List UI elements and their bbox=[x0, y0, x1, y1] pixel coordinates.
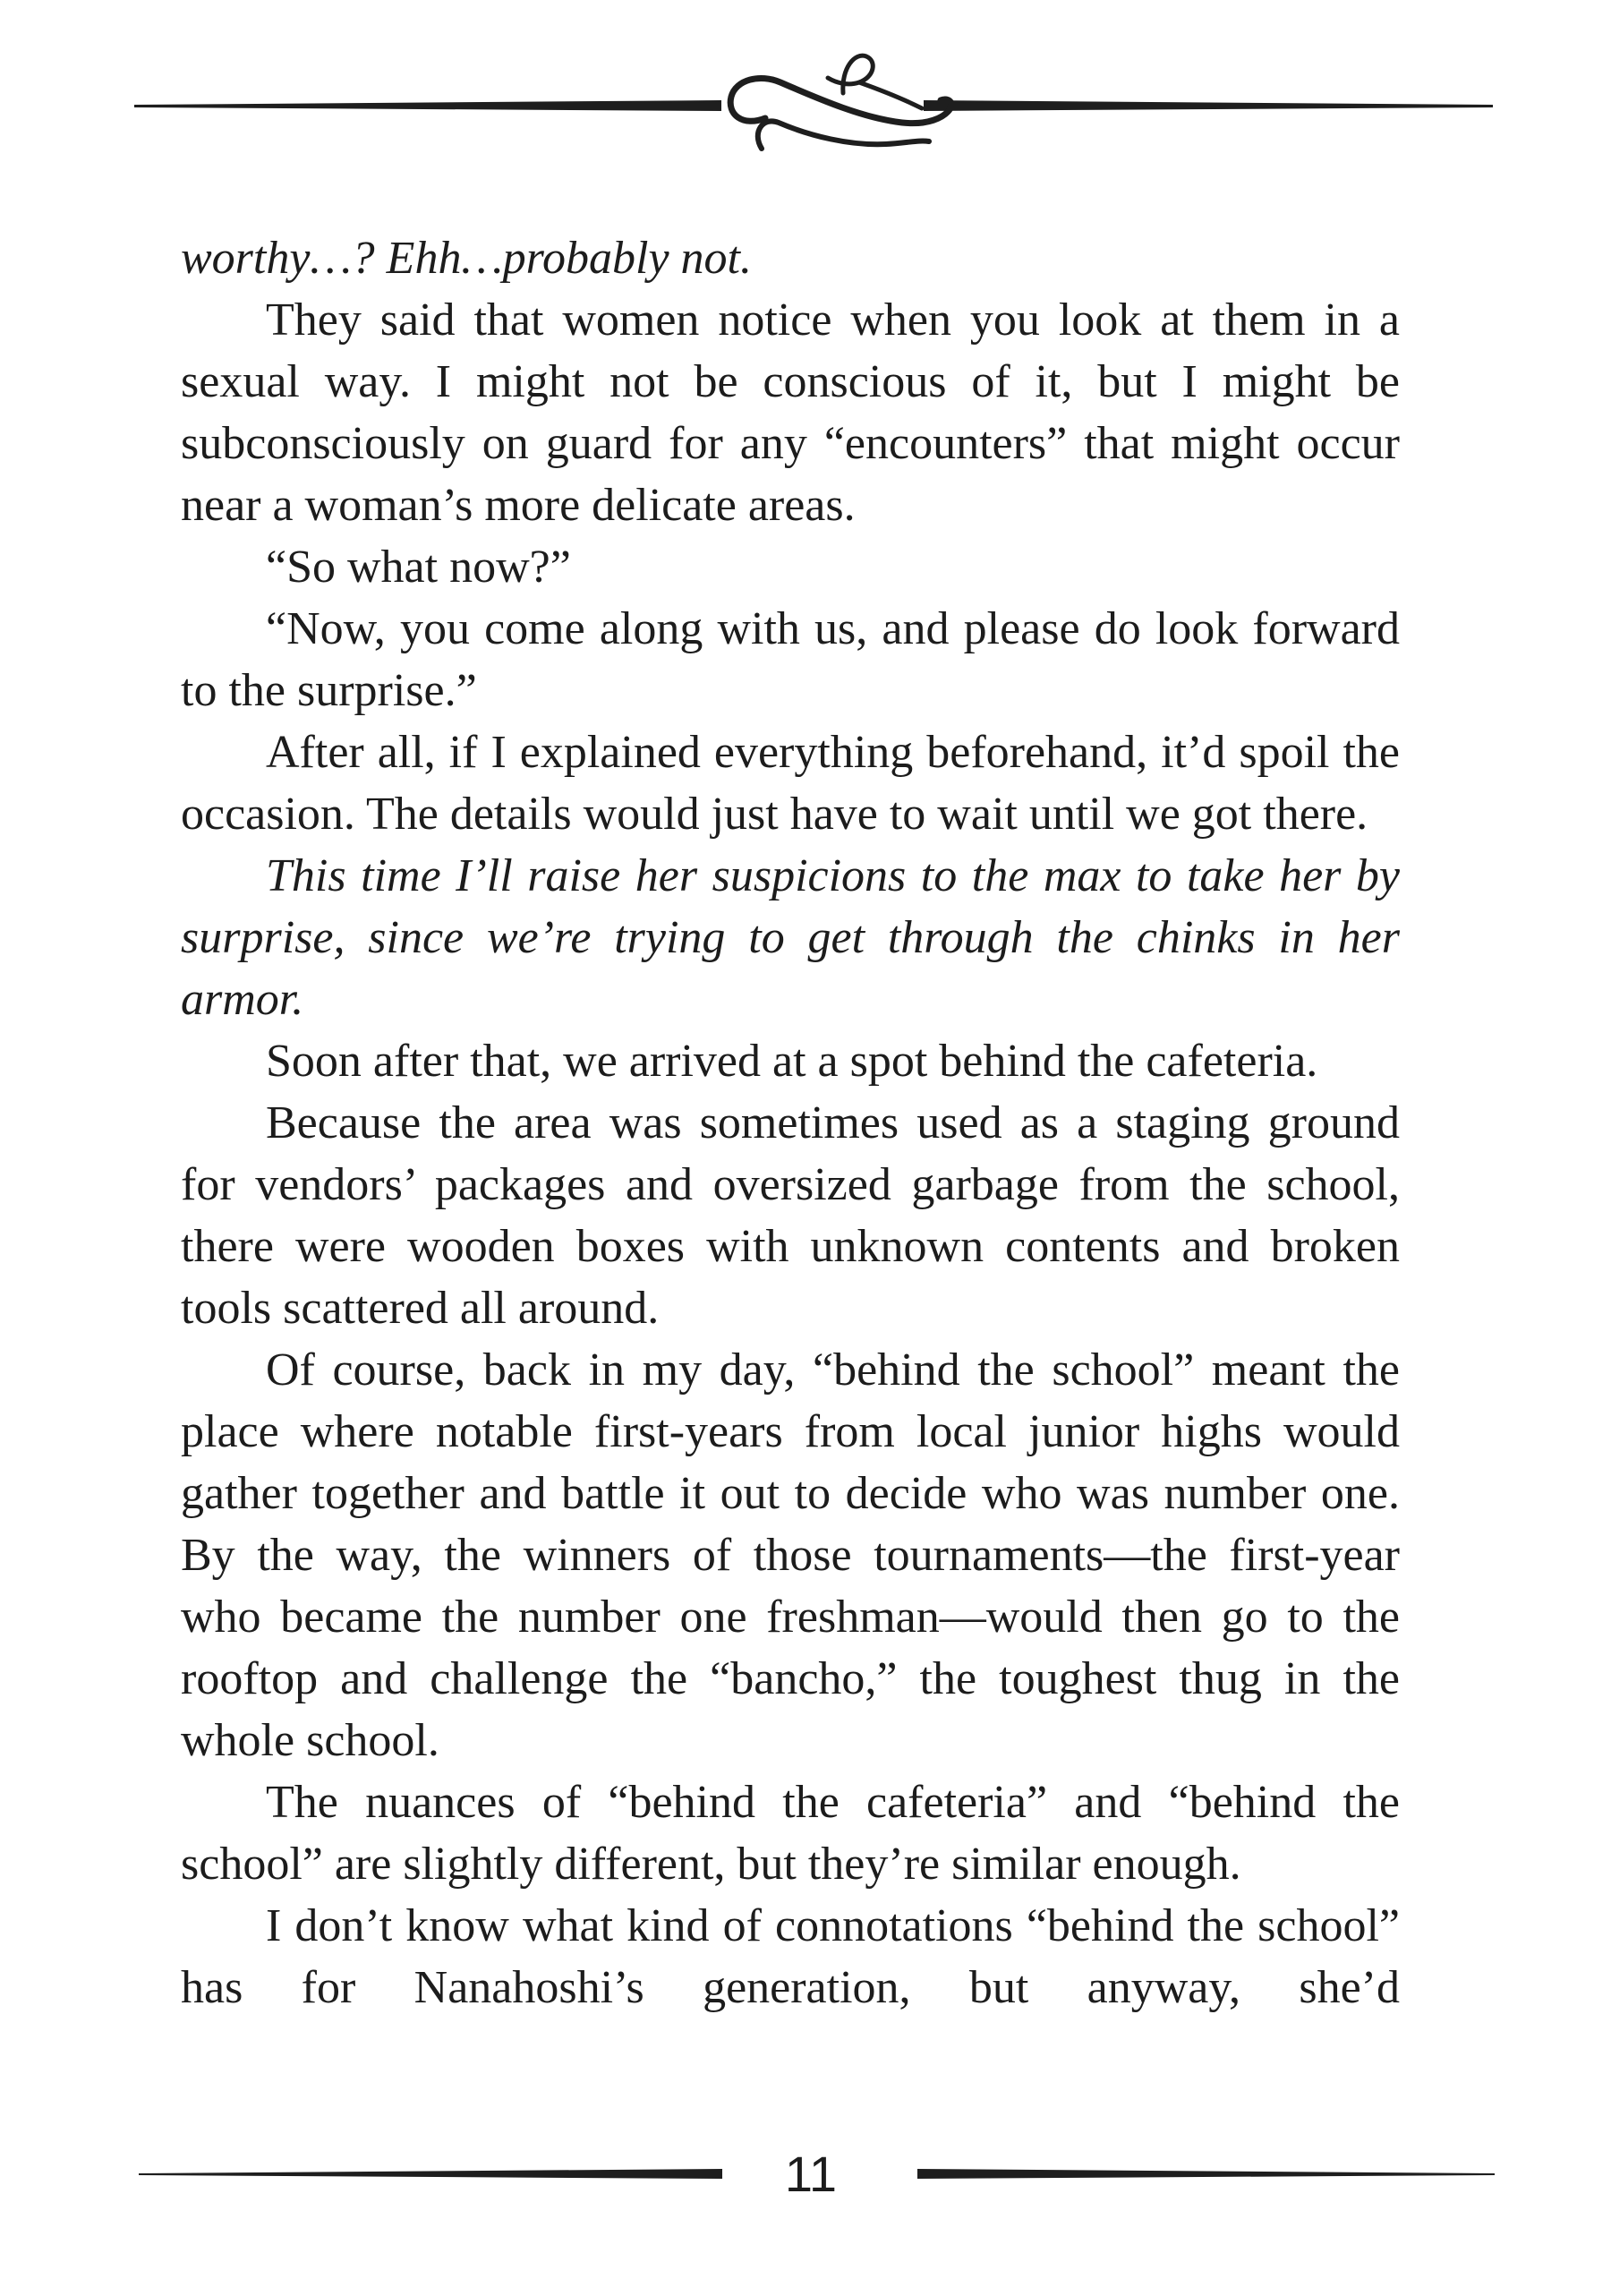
paragraph: Of course, back in my day, “behind the school” meant the place where notable first-years from local junior highs would gather together and battle it out to decide who was number one. By the way, the winners of those tournaments—the first-year who became the number one freshman—would then go to the rooftop and challenge the “bancho,” the toughest thug in the whole school. bbox=[181, 1344, 1400, 1766]
paragraph: This time I’ll raise her suspicions to the max to take her by surprise, since we’re trying to get through the chinks in her armor. bbox=[181, 850, 1400, 1025]
calligraphic-swash-icon bbox=[730, 55, 951, 149]
tapered-rule-right bbox=[924, 100, 1493, 111]
body-text bbox=[181, 227, 1400, 2019]
paragraph: I don’t know what kind of connotations “behind the school” has for Nanahoshi’s generation, but anyway, she’d bbox=[181, 1900, 1400, 2013]
header-divider bbox=[0, 0, 1611, 206]
paragraph: “So what now?” bbox=[266, 542, 571, 593]
tapered-rule-left bbox=[134, 100, 721, 111]
paragraph: Because the area was sometimes used as a staging ground for vendors’ packages and oversized garbage from the school, there were wooden boxes with unknown contents and broken tools scattered all around. bbox=[181, 1097, 1400, 1334]
paragraph: The nuances of “behind the cafeteria” and “behind the school” are slightly different, but they’re similar enough. bbox=[181, 1777, 1400, 1890]
paragraph: Soon after that, we arrived at a spot behind the cafeteria. bbox=[266, 1036, 1318, 1087]
paragraph: worthy…? Ehh…probably not. bbox=[181, 233, 752, 284]
page-number: 11 bbox=[784, 2146, 838, 2202]
paragraph: They said that women notice when you look at them in a sexual way. I might not be conscious of it, but I might be subconsciously on guard for any “encounters” that might occur near a woman’s more delicate areas. bbox=[181, 294, 1400, 531]
tapered-rule-left bbox=[139, 2169, 722, 2179]
tapered-rule-right bbox=[917, 2169, 1495, 2179]
paragraph: After all, if I explained everything beforehand, it’d spoil the occasion. The details would just have to wait until we got there. bbox=[181, 727, 1400, 840]
paragraph: “Now, you come along with us, and please do look forward to the surprise.” bbox=[181, 603, 1400, 716]
